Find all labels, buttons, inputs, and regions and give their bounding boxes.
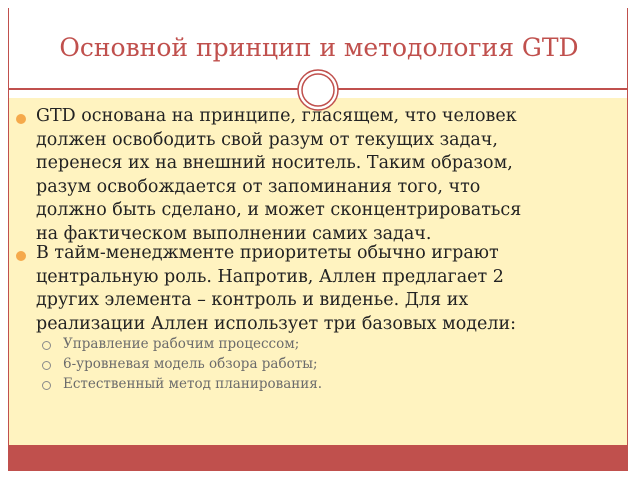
sub-item-1-marker <box>42 341 51 350</box>
bullet-2-marker <box>16 251 26 261</box>
sub-item-3: Естественный метод планирования. <box>63 376 323 392</box>
bullet-1-line: на фактическом выполнении самих задач. <box>36 223 432 244</box>
footer-bar <box>8 445 628 471</box>
slide-title: Основной принцип и методология GTD <box>59 33 579 62</box>
bullet-1 <box>36 105 606 246</box>
bullet-2-line: других элемента – контроль и виденье. Для их <box>36 290 469 310</box>
bullet-2-line: центральную роль. Напротив, Аллен предлагает 2 <box>36 266 504 287</box>
bullet-2-line: реализации Аллен использует три базовых модели: <box>36 313 517 334</box>
bullet-1-line: должен освободить свой разум от текущих задач, <box>36 129 498 150</box>
bullet-2 <box>36 242 606 336</box>
bullet-1-marker <box>16 114 26 124</box>
sub-item-2-marker <box>42 361 51 370</box>
bullet-2-line: В тайм-менеджменте приоритеты обычно играют <box>36 243 499 263</box>
bullet-1-line: разум освобождается от запоминания того, что <box>36 176 481 197</box>
bullet-1-line: должно быть сделано, и может сконцентрироваться <box>36 200 522 220</box>
sub-item-2: 6-уровневая модель обзора работы; <box>63 356 318 372</box>
bullet-1-line: GTD основана на принципе, гласящем, что человек <box>36 106 517 126</box>
sub-item-1: Управление рабочим процессом; <box>63 336 300 352</box>
sub-item-3-marker <box>42 381 51 390</box>
bullet-1-line: перенеся их на внешний носитель. Таким образом, <box>36 153 513 173</box>
